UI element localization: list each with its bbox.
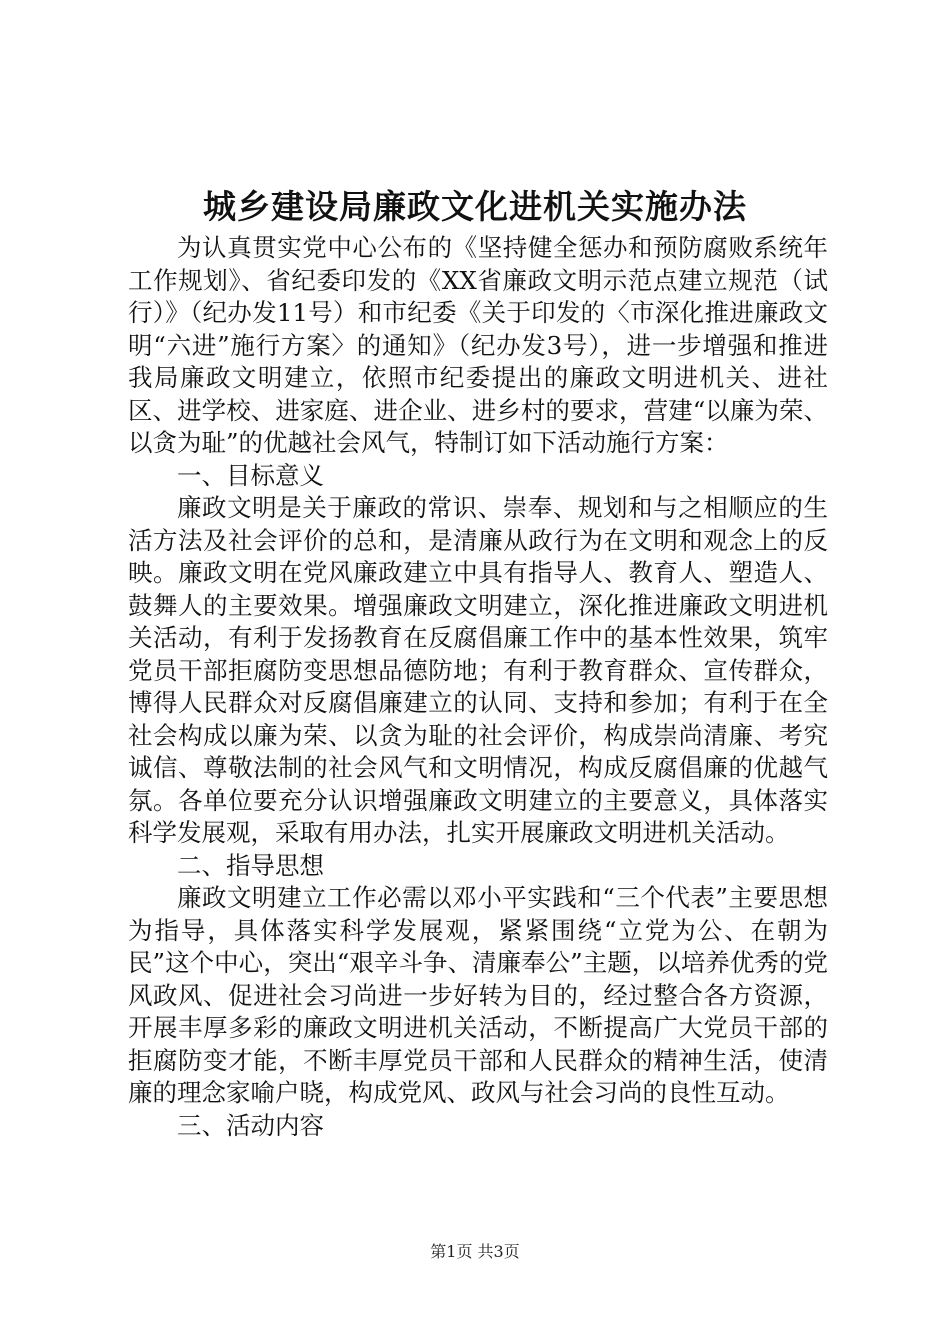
intro-paragraph: 为认真贯实党中心公布的《坚持健全惩办和预防腐败系统年工作规划》、省纪委印发的《XX省廉政文明示范点建立规范（试行）》（纪办发11号）和市纪委《关于印发的〈市深化推进廉政文明“六进”施行方案〉的通知》（纪办发3号），进一步增强和推进我局廉政文明建立，依照市纪委提出的廉政文明进机关、进社区、进学校、进家庭、进企业、进乡村的要求，营建“以廉为荣、以贪为耻”的优越社会风气，特制订如下活动施行方案：	[128, 233, 828, 457]
section-heading-objectives: 一、目标意义	[177, 460, 324, 490]
section-heading-guiding-thought: 二、指导思想	[177, 850, 324, 880]
page-footer: 第1页 共3页	[430, 1242, 520, 1261]
section-heading-activities: 三、活动内容	[177, 1110, 324, 1140]
guiding-thought-paragraph: 廉政文明建立工作必需以邓小平实践和“三个代表”主要思想为指导，具体落实科学发展观，紧紧围绕“立党为公、在朝为民”这个中心，突出“艰辛斗争、清廉奉公”主题，以培养优秀的党风政风、促进社会习尚进一步好转为目的，经过整合各方资源，开展丰厚多彩的廉政文明进机关活动，不断提高广大党员干部的拒腐防变才能，不断丰厚党员干部和人民群众的精神生活，使清廉的理念家喻户晓，构成党风、政风与社会习尚的良性互动。	[128, 883, 828, 1107]
objectives-paragraph: 廉政文明是关于廉政的常识、崇奉、规划和与之相顺应的生活方法及社会评价的总和，是清廉从政行为在文明和观念上的反映。廉政文明在党风廉政建立中具有指导人、教育人、塑造人、鼓舞人的主要效果。增强廉政文明建立，深化推进廉政文明进机关活动，有利于发扬教育在反腐倡廉工作中的基本性效果，筑牢党员干部拒腐防变思想品德防地；有利于教育群众、宣传群众，博得人民群众对反腐倡廉建立的认同、支持和参加；有利于在全社会构成以廉为荣、以贪为耻的社会评价，构成崇尚清廉、考究诚信、尊敬法制的社会风气和文明情况，构成反腐倡廉的优越气氛。各单位要充分认识增强廉政文明建立的主要意义，具体落实科学发展观，采取有用办法，扎实开展廉政文明进机关活动。	[128, 493, 828, 847]
document-body	[128, 232, 828, 1142]
document-title: 城乡建设局廉政文化进机关实施办法	[203, 187, 747, 226]
